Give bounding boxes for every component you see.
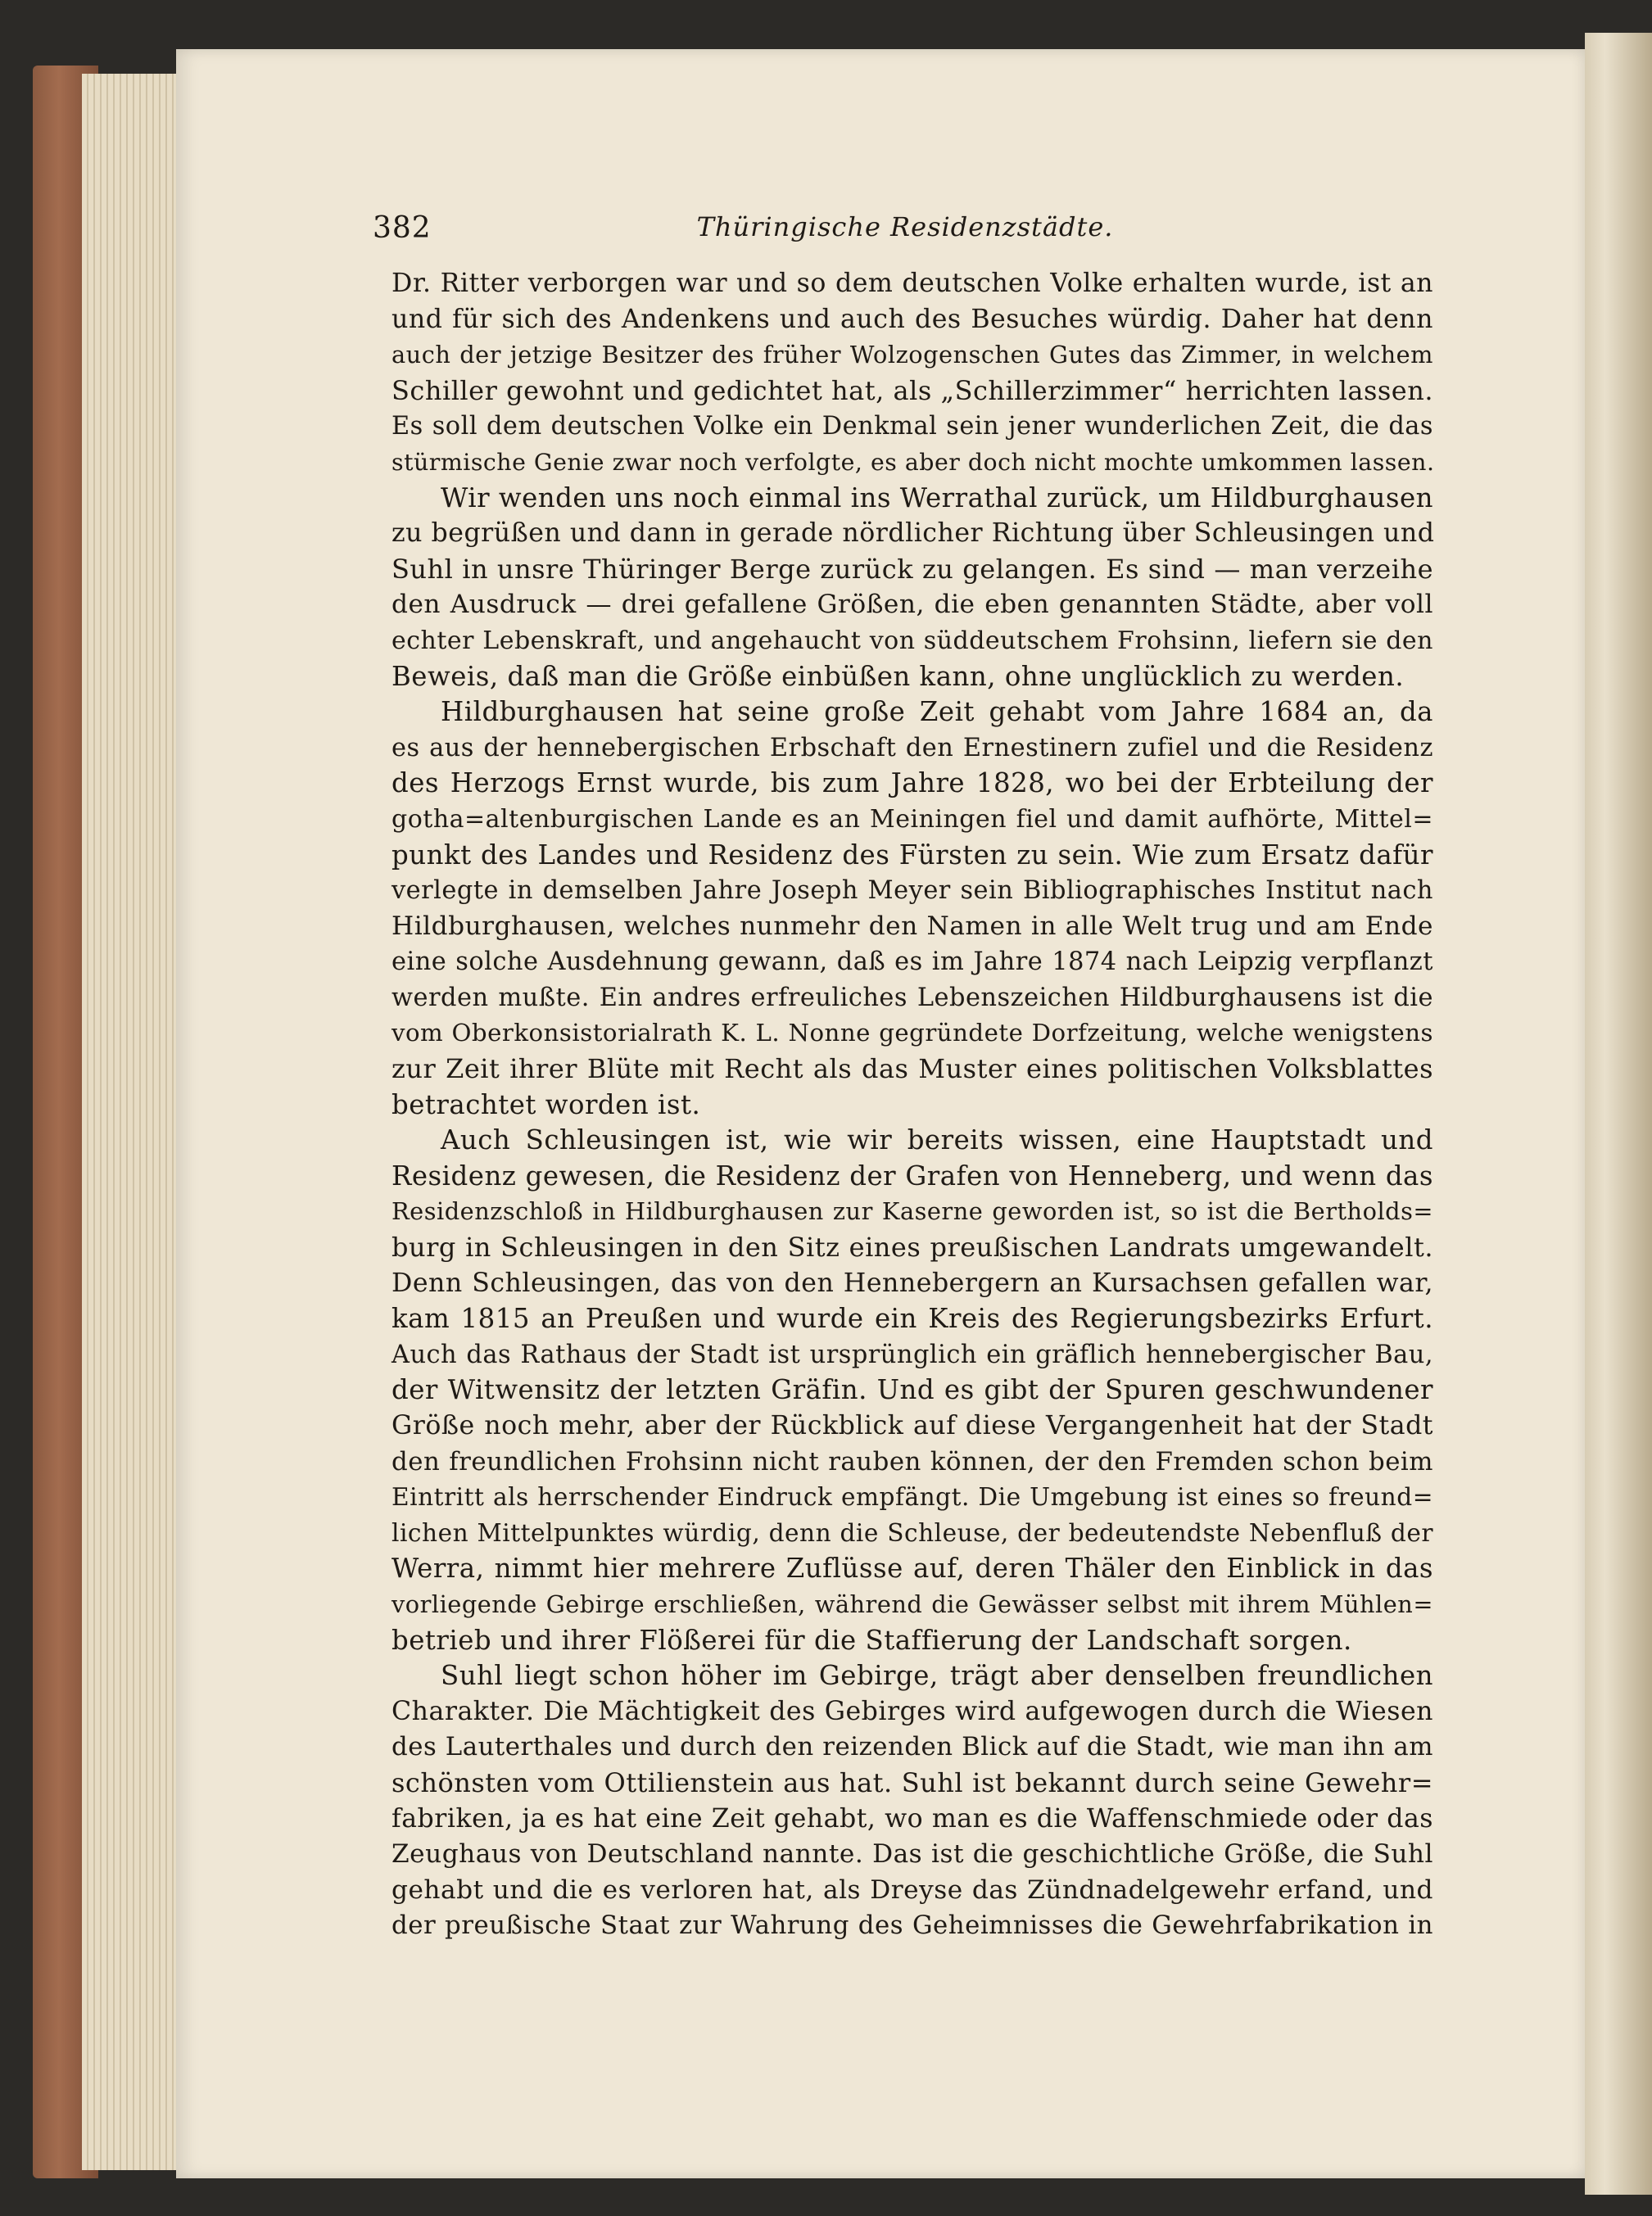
facing-page-edge — [1585, 33, 1652, 2195]
text-line: der preußische Staat zur Wahrung des Geheimnisses die Gewehrfabrikation in — [392, 1911, 1433, 1941]
text-line: es aus der hennebergischen Erbschaft den Ernestinern zufiel und die Residenz — [392, 733, 1433, 762]
text-line: und für sich des Andenkens und auch des Besuches würdig. Daher hat denn — [392, 304, 1433, 334]
page-header — [373, 211, 1437, 252]
text-line: werden mußte. Ein andres erfreuliches Lebenszeichen Hildburghausens ist die — [392, 983, 1433, 1012]
text-line: Wir wenden uns noch einmal ins Werrathal zurück, um Hildburghausen — [441, 482, 1433, 513]
text-line: Zeughaus von Deutschland nannte. Das ist die geschichtliche Größe, die Suhl — [392, 1839, 1433, 1870]
text-line: gehabt und die es verloren hat, als Dreyse das Zündnadelgewehr erfand, und — [392, 1875, 1433, 1905]
text-line: gotha=altenburgischen Lande es an Meiningen fiel und damit aufhörte, Mittel= — [392, 804, 1433, 834]
text-line: lichen Mittelpunktes würdig, denn die Schleuse, der bedeutendste Nebenfluß der — [392, 1518, 1433, 1547]
text-line: Es soll dem deutschen Volke ein Denkmal sein jener wunderlichen Zeit, die das — [392, 412, 1433, 441]
text-line: stürmische Genie zwar noch verfolgte, es aber doch nicht mochte umkommen lassen. — [392, 448, 1435, 476]
text-line: punkt des Landes und Residenz des Fürsten zu sein. Wie zum Ersatz dafür — [392, 839, 1433, 871]
text-line: Beweis, daß man die Größe einbüßen kann, ohne unglücklich zu werden. — [392, 660, 1405, 692]
text-line: Dr. Ritter verborgen war und so dem deutschen Volke erhalten wurde, ist an — [392, 269, 1433, 298]
text-line: Hildburghausen hat seine große Zeit gehabt vom Jahre 1684 an, da — [441, 696, 1433, 728]
text-line: zur Zeit ihrer Blüte mit Recht als das Muster eines politischen Volksblattes — [392, 1053, 1433, 1085]
text-line: Hildburghausen, welches nunmehr den Namen in alle Welt trug und am Ende — [392, 911, 1433, 941]
page-number: 382 — [373, 211, 432, 245]
text-line: verlegte in demselben Jahre Joseph Meyer sein Bibliographisches Institut nach — [392, 876, 1433, 906]
text-line: der Witwensitz der letzten Gräfin. Und es gibt der Spuren geschwundener — [392, 1374, 1433, 1406]
text-line: schönsten vom Ottilienstein aus hat. Suhl ist bekannt durch seine Gewehr= — [392, 1766, 1433, 1798]
text-line: Auch das Rathaus der Stadt ist ursprünglich ein gräflich hennebergischer Bau, — [392, 1340, 1433, 1369]
text-line: fabriken, ja es hat eine Zeit gehabt, wo man es die Waffenschmiede oder das — [392, 1803, 1433, 1834]
text-line: betrachtet worden ist. — [392, 1088, 701, 1120]
text-line: eine solche Ausdehnung gewann, daß es im Jahre 1874 nach Leipzig verpflanzt — [392, 947, 1433, 977]
text-line: kam 1815 an Preußen und wurde ein Kreis des Regierungsbezirks Erfurt. — [392, 1303, 1433, 1335]
text-line: Denn Schleusingen, das von den Hennebergern an Kursachsen gefallen war, — [392, 1268, 1433, 1298]
text-line: Größe noch mehr, aber der Rückblick auf diese Vergangenheit hat der Stadt — [392, 1411, 1433, 1440]
text-line: Suhl in unsre Thüringer Berge zurück zu gelangen. Es sind — man verzeihe — [392, 553, 1433, 585]
text-line: Residenzschloß in Hildburghausen zur Kaserne geworden ist, so ist die Bertholds= — [392, 1197, 1433, 1226]
text-line: vorliegende Gebirge erschließen, während die Gewässer selbst mit ihrem Mühlen= — [392, 1590, 1433, 1618]
text-line: Auch Schleusingen ist, wie wir bereits wissen, eine Hauptstadt und — [441, 1124, 1433, 1156]
text-line: Residenz gewesen, die Residenz der Grafen von Henneberg, und wenn das — [392, 1160, 1433, 1192]
body-text — [392, 266, 1433, 1944]
text-line: den freundlichen Frohsinn nicht rauben können, der den Fremden schon beim — [392, 1446, 1433, 1477]
text-line: burg in Schleusingen in den Sitz eines preußischen Landrats umgewandelt. — [392, 1232, 1433, 1264]
text-line: des Herzogs Ernst wurde, bis zum Jahre 1828, wo bei der Erbteilung der — [392, 767, 1433, 799]
page-edges — [82, 74, 188, 2170]
text-line: auch der jetzige Besitzer des früher Wolzogenschen Gutes das Zimmer, in welchem — [392, 341, 1433, 369]
text-line: des Lauterthales und durch den reizenden Blick auf die Stadt, wie man ihn am — [392, 1732, 1433, 1762]
text-line: Schiller gewohnt und gedichtet hat, als „Schillerzimmer“ herrichten lassen. — [392, 374, 1433, 406]
text-line: Charakter. Die Mächtigkeit des Gebirges wird aufgewogen durch die Wiesen — [392, 1696, 1433, 1726]
text-line: Eintritt als herrschender Eindruck empfängt. Die Umgebung ist eines so freund= — [392, 1483, 1433, 1512]
text-line: zu begrüßen und dann in gerade nördlicher Richtung über Schleusingen und — [392, 518, 1435, 549]
text-line: Werra, nimmt hier mehrere Zuflüsse auf, deren Thäler den Einblick in das — [392, 1553, 1433, 1585]
text-line: Suhl liegt schon höher im Gebirge, trägt aber denselben freundlichen — [441, 1660, 1433, 1692]
running-title: Thüringische Residenzstädte. — [696, 211, 1114, 242]
text-line: betrieb und ihrer Flößerei für die Staffierung der Landschaft sorgen. — [392, 1624, 1352, 1656]
text-line: echter Lebenskraft, und angehaucht von süddeutschem Frohsinn, liefern sie den — [392, 626, 1433, 655]
text-line: den Ausdruck — drei gefallene Größen, die eben genannten Städte, aber voll — [392, 590, 1433, 620]
text-line: vom Oberkonsistorialrath K. L. Nonne gegründete Dorfzeitung, welche wenigstens — [392, 1019, 1433, 1047]
